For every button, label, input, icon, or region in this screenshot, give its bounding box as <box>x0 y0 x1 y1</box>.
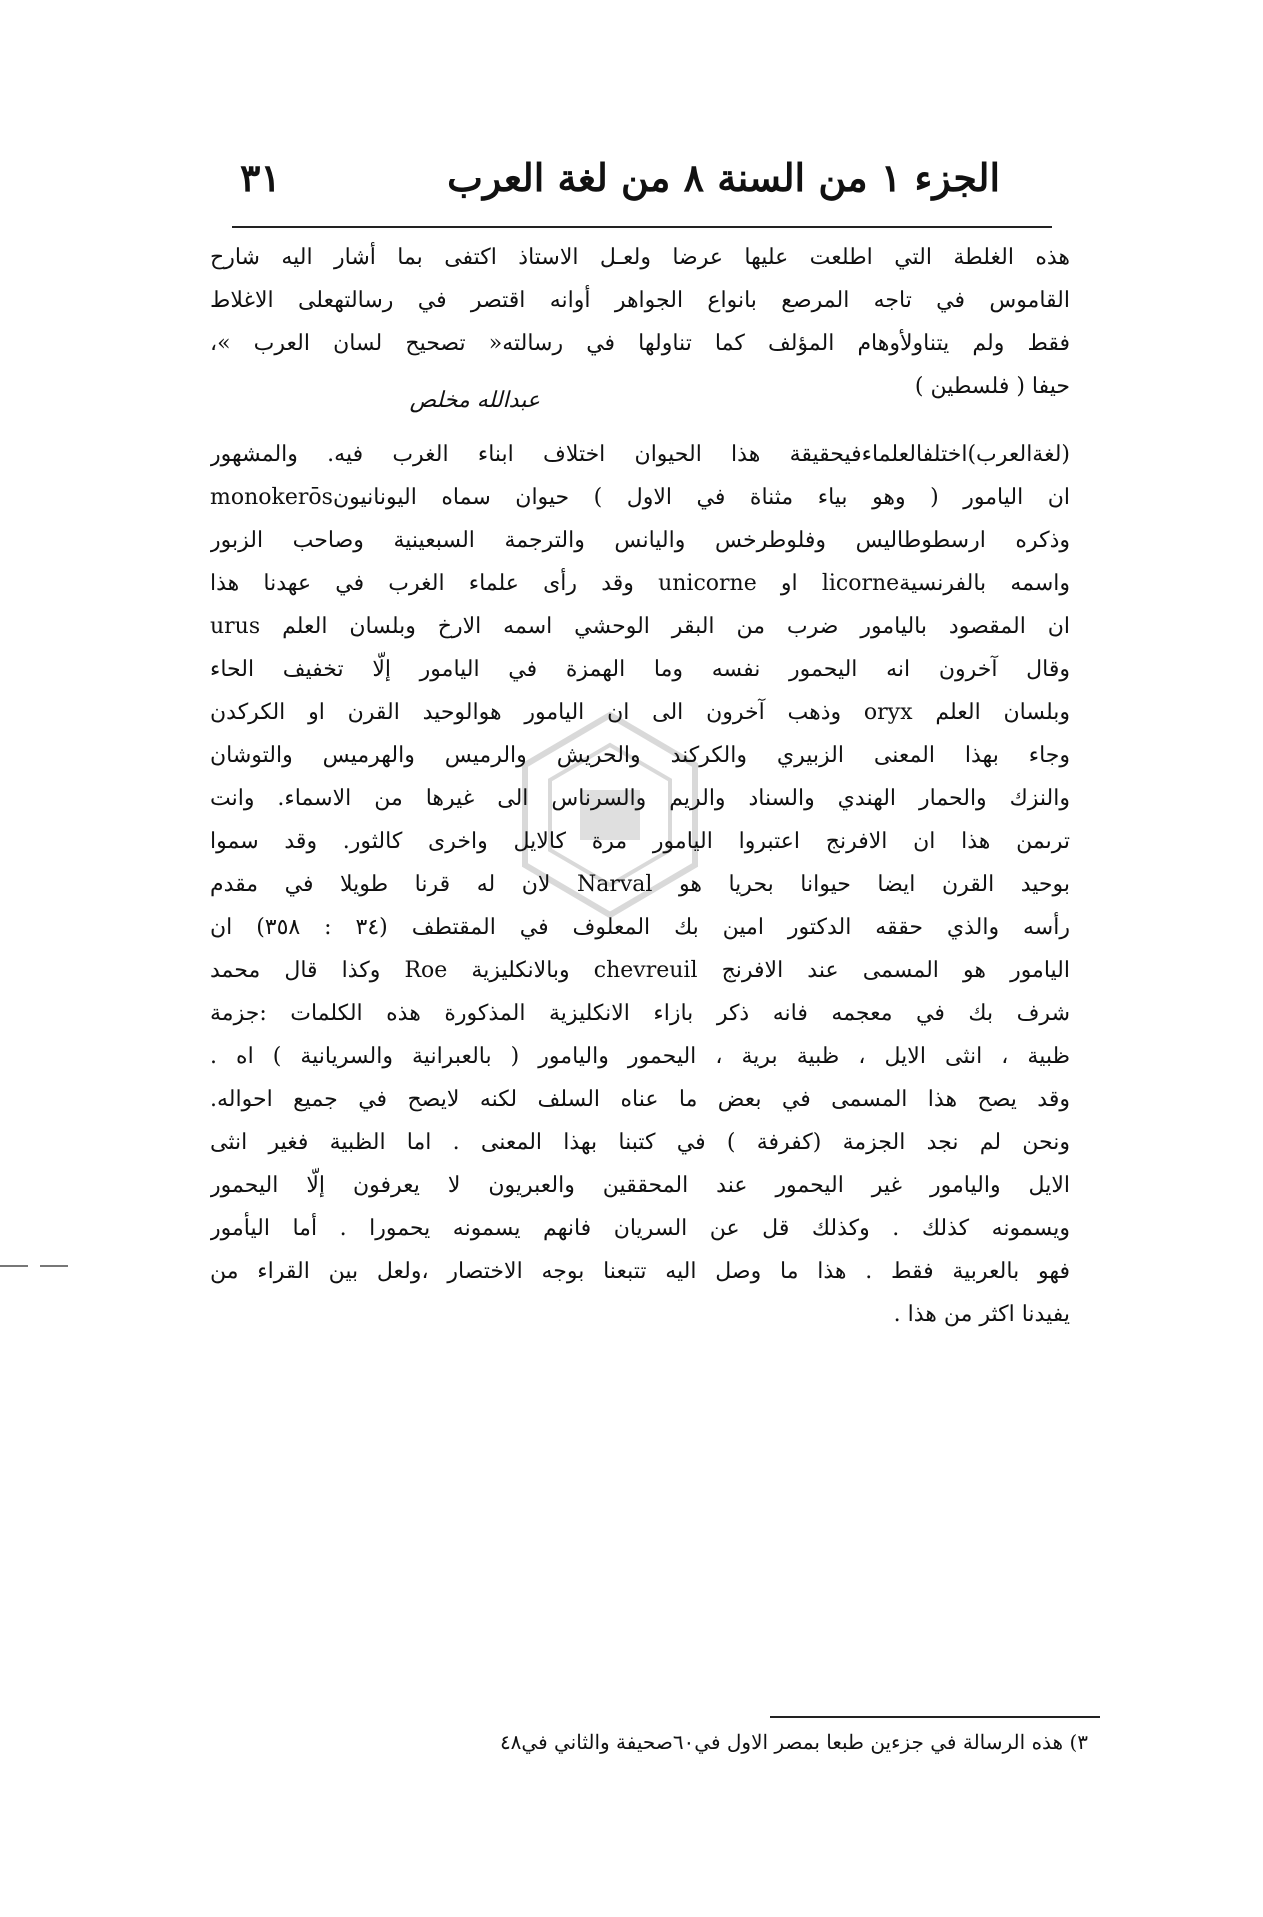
signature-block <box>210 365 1070 411</box>
text-line: ويسمونه كذلك . وكذلك قل عن السريان فانهم يسمونه يحمورا . أما اليأمور <box>210 1216 1070 1241</box>
running-header <box>240 155 1000 215</box>
header-rule <box>232 226 1052 228</box>
text-line: ظبية ، انثى الايل ، ظبية برية ، اليحمور واليامور ( بالعبرانية والسريانية ) اه . <box>210 1044 1070 1069</box>
author-signature: عبدالله مخلص <box>409 388 540 413</box>
text-line: يفيدنا اكثر من هذا . <box>893 1302 1070 1327</box>
text-line: وجاء بهذا المعنى الزبيري والكركند والحريش والرميس والهرميس والتوشان <box>210 743 1070 768</box>
text-line: وذكره ارسطوطاليس وفلوطرخس واليانس والترجمة السبعينية وصاحب الزبور <box>210 528 1070 553</box>
text-line: بوحيد القرن ايضا حيوانا بحريا هو Narval لان له قرنا طويلا في مقدم <box>210 872 1070 897</box>
paragraph-2 <box>210 433 1070 1336</box>
margin-mark <box>40 1265 68 1267</box>
article-body <box>210 236 1070 1336</box>
text-line: ونحن لم نجد الجزمة (كفرفة ) في كتبنا بهذا المعنى . اما الظبية فغير انثى <box>210 1130 1070 1155</box>
text-line: رأسه والذي حققه الدكتور امين بك المعلوف في المقتطف (٣٤ : ٣٥٨) ان <box>210 915 1070 940</box>
paragraph-1 <box>210 236 1070 365</box>
text-line: القاموس في تاجه المرصع بانواع الجواهر أوانه اقتصر في رسالتهعلى الاغلاط <box>210 288 1070 313</box>
text-line: والنزك والحمار الهندي والسناد والريم والسرناس الى غيرها من الاسماء. وانت <box>210 786 1070 811</box>
text-line: اليامور هو المسمى عند الافرنج chevreuil وبالانكليزية Roe وكذا قال محمد <box>210 958 1070 983</box>
text-line: هذه الغلطة التي اطلعت عليها عرضا ولعـل الاستاذ اكتفى بما أشار اليه شارح <box>210 245 1070 270</box>
text-line: شرف بك في معجمه فانه ذكر بازاء الانكليزية المذكورة هذه الكلمات :جزمة <box>210 1001 1070 1026</box>
text-line: فهو بالعربية فقط . هذا ما وصل اليه تتبعنا بوجه الاختصار ،ولعل بين القراء من <box>210 1259 1070 1284</box>
text-line: وقال آخرون انه اليحمور نفسه وما الهمزة في اليامور إلّا تخفيف الحاء <box>210 657 1070 682</box>
text-line: (لغةالعرب)اختلفالعلماءفيحقيقة هذا الحيوان اختلاف ابناء الغرب فيه. والمشهور <box>210 442 1070 467</box>
text-line: وبلسان العلم oryx وذهب آخرون الى ان اليامور هوالوحيد القرن او الكركدن <box>210 700 1070 725</box>
text-line: وقد يصح هذا المسمى في بعض ما عناه السلف لكنه لايصح في جميع احواله. <box>210 1087 1070 1112</box>
text-line: واسمه بالفرنسيةlicorne او unicorne وقد رأى علماء الغرب في عهدنا هذا <box>210 571 1070 596</box>
text-line: الايل واليامور غير اليحمور عند المحققين والعبريون لا يعرفون إلّا اليحمور <box>210 1173 1070 1198</box>
footnote-rule <box>770 1716 1100 1718</box>
text-line: ان المقصود باليامور ضرب من البقر الوحشي اسمه الارخ وبلسان العلم urus <box>210 614 1070 639</box>
text-line: فقط ولم يتناولأوهام المؤلف كما تناولها في رسالته« تصحيح لسان العرب »، <box>210 331 1070 356</box>
place-line: حيفا ( فلسطين ) <box>914 374 1070 399</box>
header-title: الجزء ١ من السنة ٨ من لغة العرب <box>447 155 1000 200</box>
text-line: ترىمن هذا ان الافرنج اعتبروا اليامور مرة كالايل واخرى كالثور. وقد سموا <box>210 829 1070 854</box>
margin-mark <box>0 1265 28 1267</box>
page-number: ٣١ <box>240 155 281 200</box>
footnote: ٣) هذه الرسالة في جزءين طبعا بمصر الاول في٦٠صحيفة والثاني في٤٨ <box>499 1730 1088 1754</box>
text-line: ان اليامور ( وهو بياء مثناة في الاول ) حيوان سماه اليونانيونmonokerōs <box>210 485 1070 510</box>
